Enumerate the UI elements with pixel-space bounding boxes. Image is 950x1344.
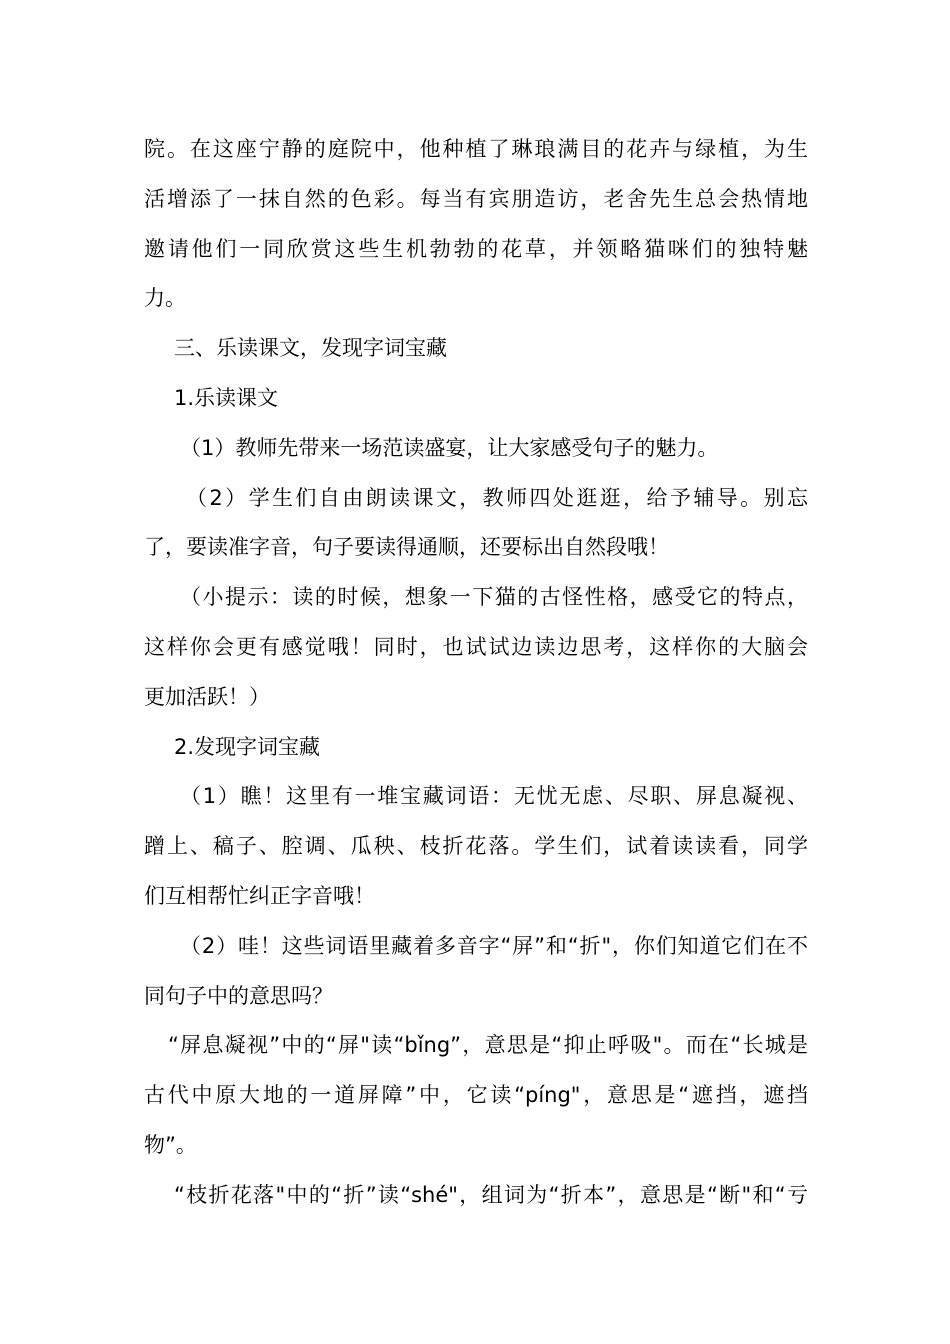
paragraph-line: “屏息凝视”中的“屏"读“bǐng”，意思是“抑止呼吸"。而在“长城是	[168, 1033, 808, 1058]
paragraph-line: （2）学生们自由朗读课文，教师四处逛逛，给予辅导。别忘	[186, 485, 808, 510]
paragraph-line: （1）瞧！这里有一堆宝藏词语：无忧无虑、尽职、屏息凝视、	[180, 784, 808, 809]
paragraph-line: 同句子中的意思吗？	[144, 983, 333, 1008]
paragraph-line: （1）教师先带来一场范读盛宴，让大家感受句子的魅力。	[180, 435, 719, 460]
paragraph-line: 活增添了一抹自然的色彩。每当有宾朋造访，老舍先生总会热情地	[144, 186, 808, 211]
paragraph-line: 了，要读准字音，句子要读得通顺，还要标出自然段哦！	[144, 535, 669, 560]
paragraph-line: 古代中原大地的一道屏障”中，它读“píng"，意思是“遮挡，遮挡	[144, 1083, 808, 1108]
paragraph-line: 邀请他们一同欣赏这些生机勃勃的花草，并领略猫咪们的独特魅	[144, 236, 808, 261]
paragraph-line: 们互相帮忙纠正字音哦！	[144, 883, 375, 908]
document-body	[144, 125, 808, 1221]
subsection-heading: 2.发现字词宝藏	[174, 734, 321, 759]
subsection-heading: 1.乐读课文	[174, 385, 279, 410]
paragraph-line: “枝折花落"中的“折”读“shé"，组词为“折本”，意思是“断"和“亏	[174, 1182, 808, 1207]
paragraph-line: 力。	[144, 286, 186, 311]
paragraph-line: 院。在这座宁静的庭院中，他种植了琳琅满目的花卉与绿植，为生	[144, 137, 808, 161]
tip-line: 这样你会更有感觉哦！同时，也试试边读边思考，这样你的大脑会	[144, 634, 808, 659]
tip-line: （小提示：读的时候，想象一下猫的古怪性格，感受它的特点，	[180, 585, 808, 610]
paragraph-line: （2）哇！这些词语里藏着多音字“屏”和“折"，你们知道它们在不	[180, 933, 808, 958]
paragraph-line: 蹭上、稿子、腔调、瓜秧、枝折花落。学生们，试着读读看，同学	[144, 834, 808, 859]
section-heading: 三、乐读课文，发现字词宝藏	[174, 336, 447, 361]
tip-line: 更加活跃！）	[144, 684, 270, 709]
paragraph-line: 物”。	[144, 1132, 197, 1157]
